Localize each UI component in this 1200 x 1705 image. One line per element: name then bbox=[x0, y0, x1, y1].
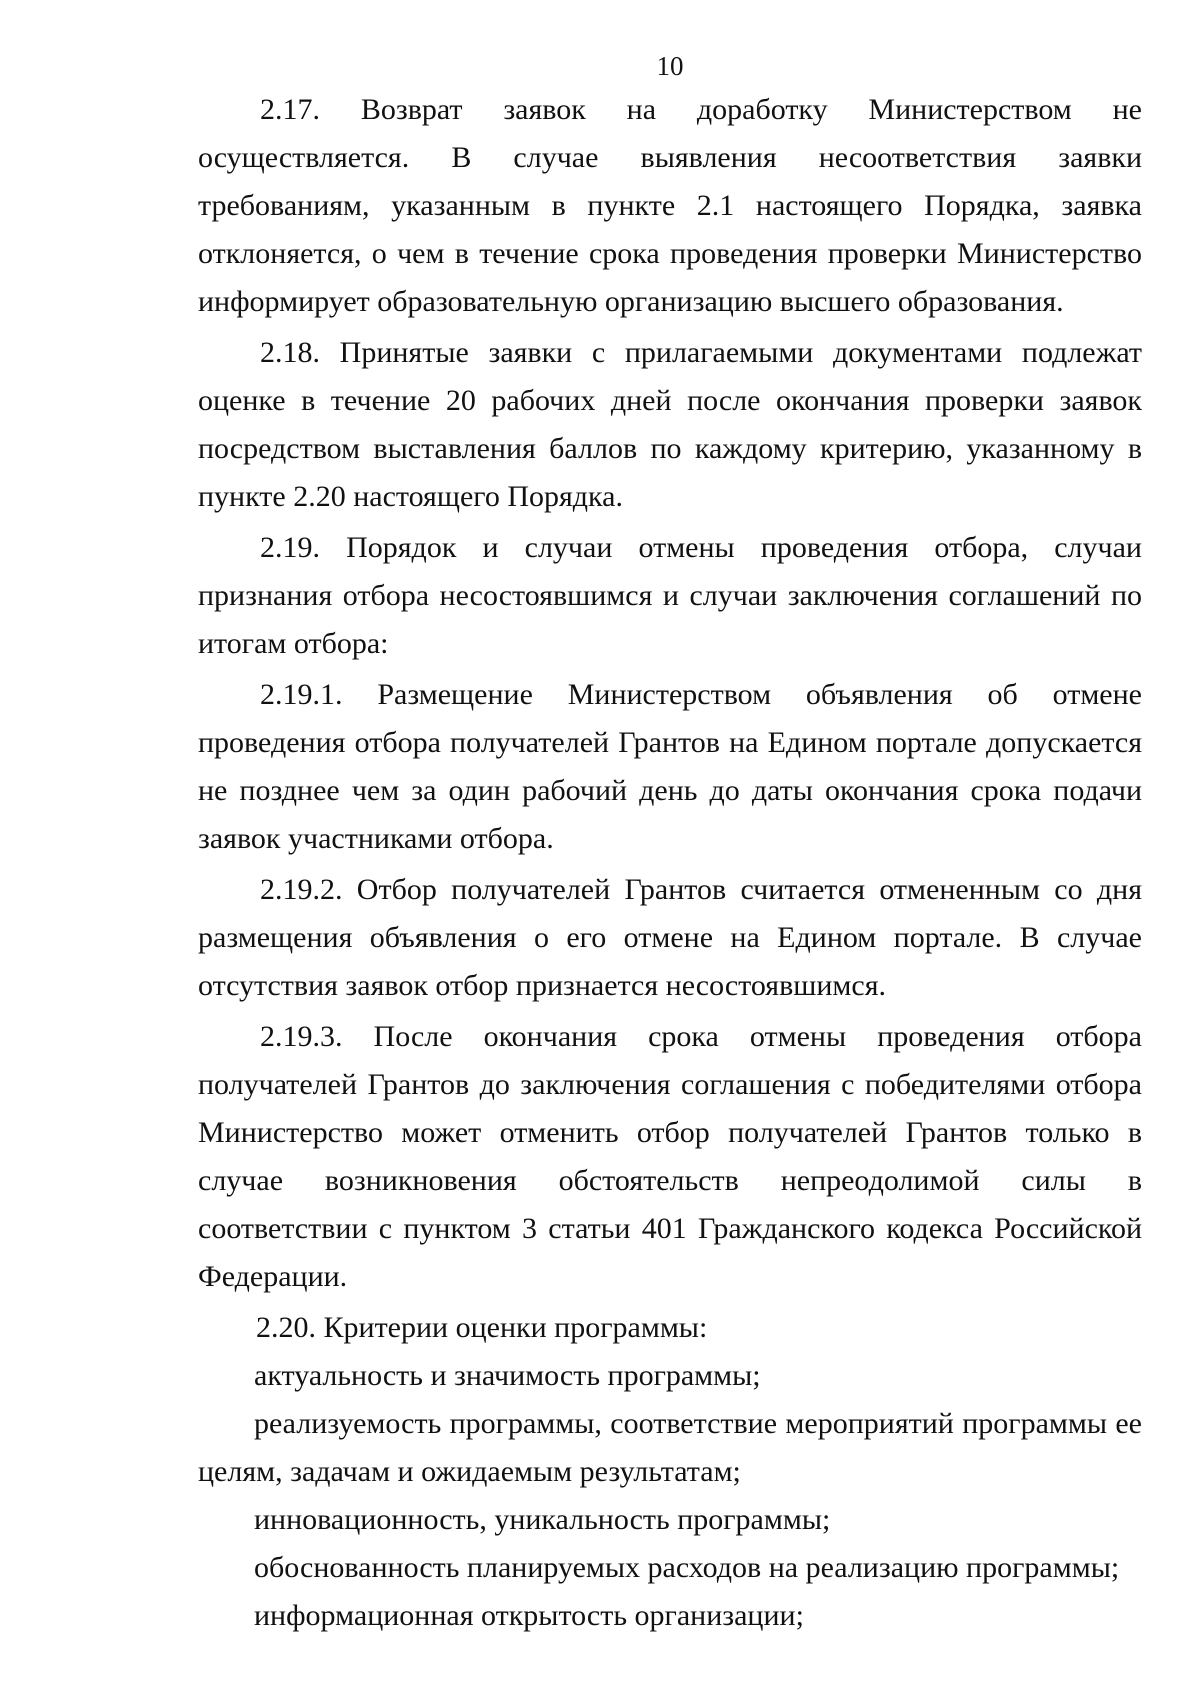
document-body bbox=[198, 86, 1142, 1640]
paragraph-2-20: 2.20. Критерии оценки программы: bbox=[256, 1311, 708, 1344]
page-number: 10 bbox=[656, 51, 684, 81]
criterion-feasibility: реализуемость программы, соответствие мероприятий программы ее целям, задачам и ожидаемым результатам; bbox=[198, 1407, 1142, 1488]
criterion-innovation: инновационность, уникальность программы; bbox=[254, 1503, 831, 1536]
paragraph-2-19-1: 2.19.1. Размещение Министерством объявления об отмене проведения отбора получателей Грантов на Едином портале допускается не позднее чем за один рабочий день до даты окончания срока подачи заявок участниками отбора. bbox=[198, 678, 1142, 855]
paragraph-2-19-3: 2.19.3. После окончания срока отмены проведения отбора получателей Грантов до заключения соглашения с победителями отбора Министерство может отменить отбор получателей Грантов только в случае возникновения обстоятельств непреодолимой силы в соответствии с пунктом 3 статьи 401 Гражданского кодекса Российской Федерации. bbox=[198, 1020, 1142, 1293]
paragraph-2-17: 2.17. Возврат заявок на доработку Министерством не осуществляется. В случае выявления несоответствия заявки требованиям, указанным в пункте 2.1 настоящего Порядка, заявка отклоняется, о чем в течение срока проведения проверки Министерство информирует образовательную организацию высшего образования. bbox=[198, 93, 1142, 318]
paragraph-2-19-2: 2.19.2. Отбор получателей Грантов считается отмененным со дня размещения объявления о его отмене на Едином портале. В случае отсутствия заявок отбор признается несостоявшимся. bbox=[198, 873, 1142, 1002]
criterion-expenses: обоснованность планируемых расходов на реализацию программы; bbox=[254, 1551, 1120, 1584]
criterion-relevance: актуальность и значимость программы; bbox=[254, 1359, 761, 1392]
paragraph-2-18: 2.18. Принятые заявки с прилагаемыми документами подлежат оценке в течение 20 рабочих дней после окончания проверки заявок посредством выставления баллов по каждому критерию, указанному в пункте 2.20 настоящего Порядка. bbox=[198, 336, 1142, 513]
paragraph-2-19: 2.19. Порядок и случаи отмены проведения отбора, случаи признания отбора несостоявшимся и случаи заключения соглашений по итогам отбора: bbox=[198, 531, 1142, 660]
criterion-openness: информационная открытость организации; bbox=[254, 1599, 804, 1632]
